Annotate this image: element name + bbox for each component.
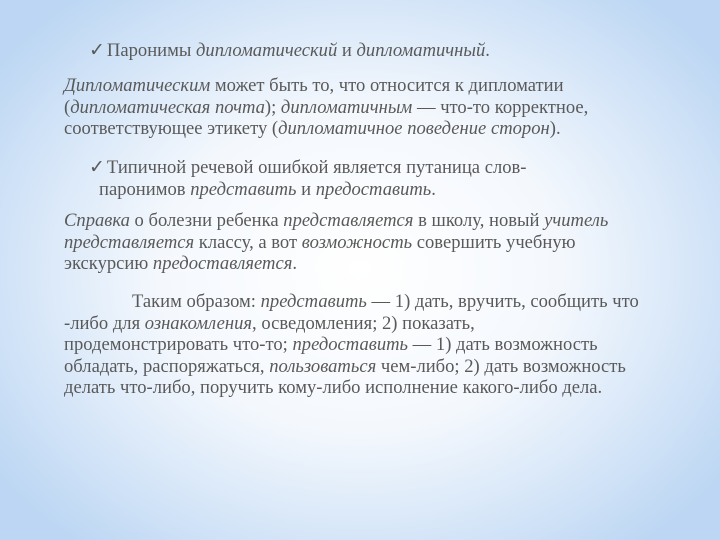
paragraph-definitions — [64, 291, 704, 399]
text-line: (дипломатическая почта); дипломатичным — что-то корректное, — [64, 96, 589, 118]
check-mark-icon: ✓ — [89, 39, 105, 61]
bullet-paronyms — [89, 40, 720, 62]
text-line: обладать, распоряжаться, пользоваться чем-либо; 2) дать возможность — [64, 355, 626, 377]
bullet-typical-error — [89, 157, 720, 200]
check-mark-icon: ✓ — [89, 156, 105, 178]
text-line: представляется классу, а вот возможность совершить учебную — [64, 231, 576, 253]
text-line: ✓ Типичной речевой ошибкой является путаница слов- — [89, 156, 527, 178]
text-line: -либо для ознакомления, осведомления; 2) показать, — [64, 312, 475, 334]
text-line: экскурсию предоставляется. — [64, 253, 298, 274]
paragraph-diplomatic — [64, 75, 704, 140]
text-line: делать что-либо, поручить кому-либо исполнение какого-либо дела. — [64, 377, 603, 398]
bullet-paronyms-line: ✓ Паронимы дипломатический и дипломатичный. — [89, 39, 490, 61]
paragraph-examples — [64, 210, 704, 275]
text-line: паронимов представить и предоставить. — [99, 178, 436, 200]
text-line: Таким образом: представить — 1) дать, вручить, сообщить что — [132, 291, 639, 312]
text-line: продемонстрировать что-то; предоставить — 1) дать возможность — [64, 334, 598, 355]
text-line: Справка о болезни ребенка представляется в школу, новый учитель — [64, 210, 609, 231]
text-line: Дипломатическим может быть то, что относится к дипломатии — [64, 75, 564, 96]
text-line: соответствующее этикету (дипломатичное поведение сторон). — [64, 118, 561, 139]
